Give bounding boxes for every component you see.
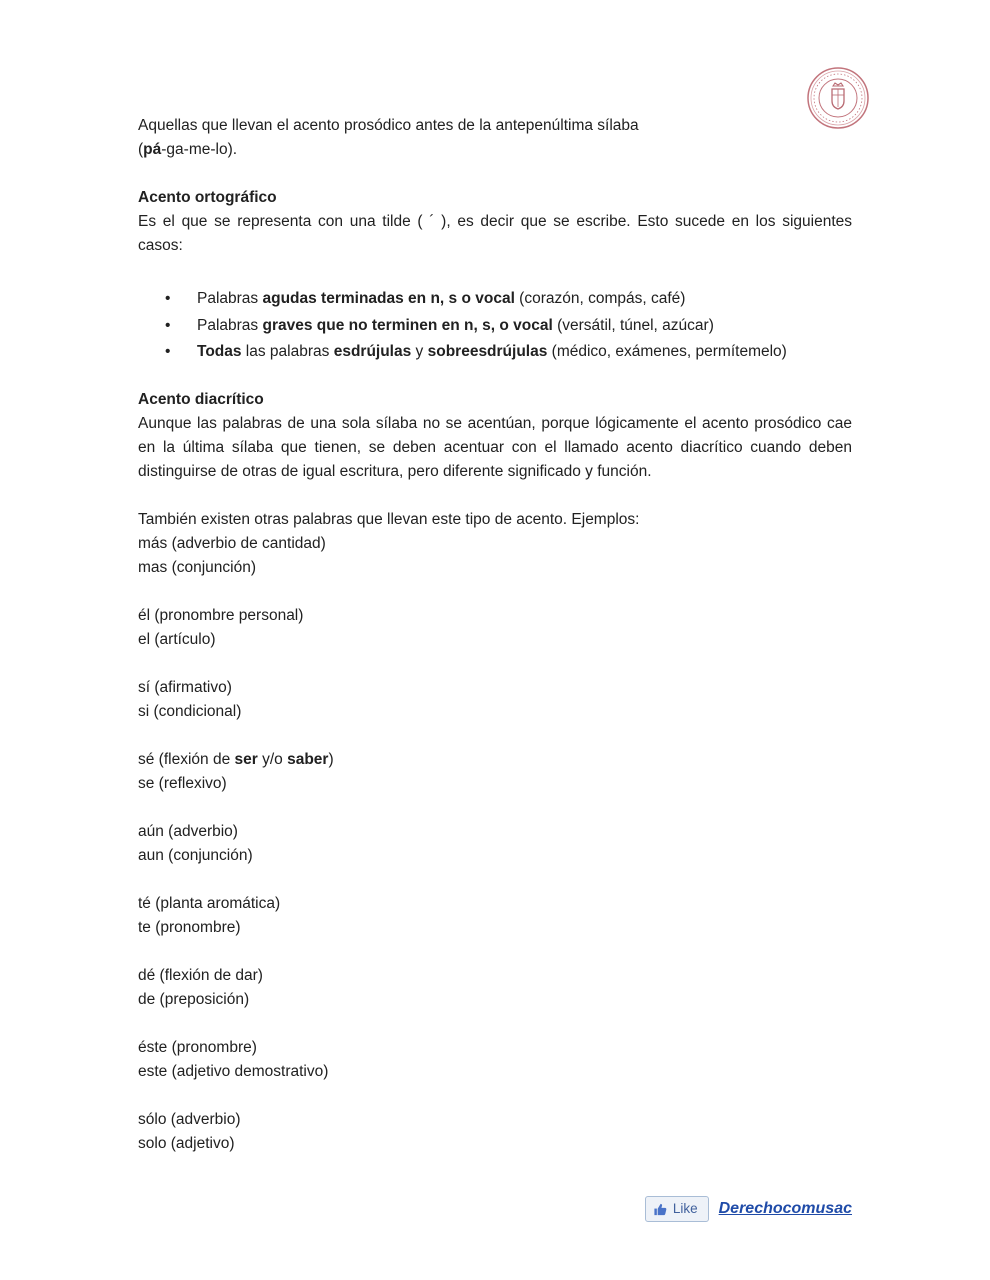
example-segment: sé (flexión de (138, 750, 235, 768)
example-line: sólo (adverbio) (138, 1110, 241, 1128)
bullet-segment: y (411, 343, 428, 360)
bullet-icon: • (165, 290, 171, 307)
footer (645, 1196, 852, 1222)
example-line: este (adjetivo demostrativo) (138, 1062, 329, 1080)
document-body (138, 114, 852, 1156)
spacer (138, 162, 852, 186)
derechocomusac-link[interactable]: Derechocomusac (718, 1200, 852, 1217)
bullet-list (138, 286, 852, 366)
example-pair (138, 820, 852, 868)
thumbs-up-icon (653, 1202, 668, 1217)
example-line: de (preposición) (138, 990, 250, 1008)
example-line: el (artículo) (138, 630, 216, 648)
example-pair (138, 892, 852, 940)
intro-open: ( (138, 141, 144, 158)
example-line: dé (flexión de dar) (138, 966, 263, 984)
example-segment-bold: saber (287, 750, 329, 768)
example-segment-bold: ser (234, 750, 258, 768)
example-pair (138, 604, 852, 652)
intro-rest: -ga-me-lo). (161, 141, 238, 158)
intro-bold-syllable: pá (143, 141, 162, 158)
bullet-segment: (médico, exámenes, permítemelo) (547, 343, 787, 360)
example-pair (138, 676, 852, 724)
example-line: té (planta aromática) (138, 894, 281, 912)
example-pair (138, 748, 852, 796)
example-pair (138, 532, 852, 580)
intro-line-2 (138, 138, 852, 162)
bullet-segment-bold: agudas terminadas en n, s o vocal (262, 290, 515, 307)
example-segment: ) (328, 750, 334, 768)
bullet-segment-bold: graves que no terminen en n, s, o vocal (262, 316, 553, 334)
bullet-text (197, 339, 852, 366)
intro-line-1: Aquellas que llevan el acento prosódico antes de la antepenúltima sílaba (138, 117, 639, 134)
list-item (138, 339, 852, 366)
example-line: él (pronombre personal) (138, 606, 304, 624)
section-heading-ortografico: Acento ortográfico (138, 189, 277, 206)
intro-paragraph (138, 114, 852, 162)
bullet-text (197, 286, 852, 313)
bullet-segment-bold: Todas (197, 343, 242, 360)
like-button[interactable] (645, 1196, 709, 1222)
list-item (138, 313, 852, 340)
example-line: solo (adjetivo) (138, 1134, 235, 1152)
example-line: aún (adverbio) (138, 822, 238, 840)
example-line: sí (afirmativo) (138, 678, 232, 696)
example-pair (138, 1108, 852, 1156)
list-item (138, 286, 852, 313)
example-pair (138, 1036, 852, 1084)
example-line: te (pronombre) (138, 918, 241, 936)
section-heading-diacritico: Acento diacrítico (138, 390, 264, 408)
bullet-icon: • (165, 343, 171, 360)
bullet-text (197, 313, 852, 340)
section-body-diacritico: Aunque las palabras de una sola sílaba no se acentúan, porque lógicamente el acento prosódico cae en la última sílaba que tienen, se deben acentuar con el llamado acento diacrítico cuando deben distinguirse de otras de igual escritura, pero diferente significado y función. (138, 414, 852, 480)
bullet-segment: (versátil, túnel, azúcar) (552, 316, 714, 334)
section-body-ortografico: Es el que se representa con una tilde ( ´ ), es decir que se escribe. Esto sucede en los siguientes casos: (138, 213, 852, 254)
example-line: se (reflexivo) (138, 774, 227, 792)
like-button-label: Like (672, 1201, 698, 1216)
bullet-segment: Palabras (197, 290, 263, 307)
examples-intro: También existen otras palabras que llevan este tipo de acento. Ejemplos: (138, 510, 640, 528)
bullet-segment: las palabras (241, 343, 334, 360)
example-line: si (condicional) (138, 702, 242, 720)
bullet-segment-bold: sobreesdrújulas (427, 343, 548, 360)
example-pair (138, 964, 852, 1012)
example-line: mas (conjunción) (138, 558, 257, 576)
bullet-segment: (corazón, compás, café) (514, 290, 686, 307)
bullet-segment: Palabras (197, 316, 263, 334)
example-line: más (adverbio de cantidad) (138, 534, 326, 552)
bullet-icon: • (165, 316, 171, 334)
example-line: éste (pronombre) (138, 1038, 257, 1056)
bullet-segment-bold: esdrújulas (333, 343, 412, 360)
example-line (138, 748, 852, 772)
example-segment: y/o (257, 750, 288, 768)
example-line: aun (conjunción) (138, 846, 253, 864)
